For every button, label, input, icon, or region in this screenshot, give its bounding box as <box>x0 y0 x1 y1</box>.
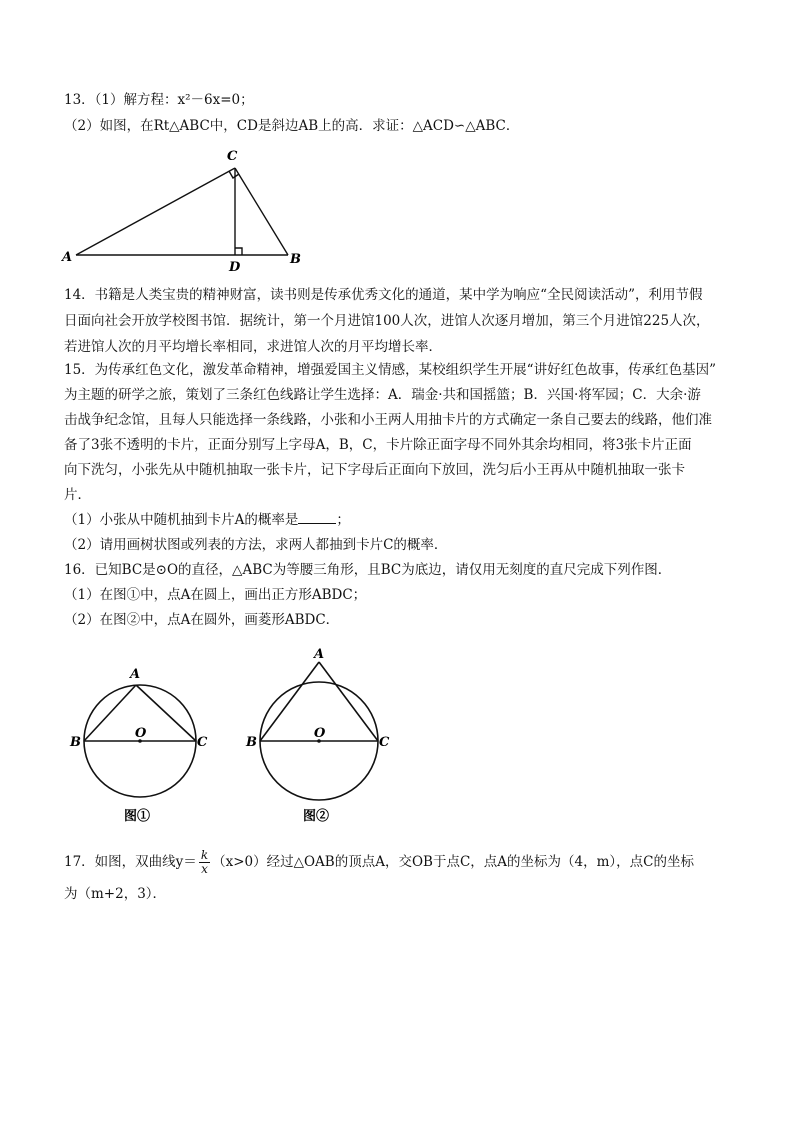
side-ac <box>76 168 235 255</box>
q15-sub1-end: ； <box>336 512 350 528</box>
q13-line2: （2）如图，在Rt△ABC中，CD是斜边AB上的高．求证：△ACD∽△ABC． <box>64 118 520 134</box>
q13-line1: 13．（1）解方程：x²－6x=0； <box>64 92 254 108</box>
q15-line1: 15．为传承红色文化，激发革命精神，增强爱国主义情感，某校组织学生开展“讲好红色故事，传承红色基因” <box>64 362 716 378</box>
fraction-denominator: x <box>201 862 208 876</box>
q16-sub1: （1）在图①中，点A在圆上，画出正方形ABDC； <box>64 587 367 603</box>
right-triangle-figure <box>60 142 310 272</box>
side-ac-fig2 <box>319 662 378 741</box>
answer-blank[interactable] <box>298 511 336 524</box>
fig2-label-a: A <box>314 647 325 662</box>
fig2-label-b: B <box>246 735 257 750</box>
q15-line2: 为主题的研学之旅，策划了三条红色线路让学生选择：A．瑞金·共和国摇篮；B．兴国·将军园；C．大余·游 <box>64 387 701 403</box>
label-d: D <box>229 260 241 272</box>
side-ab-fig2 <box>260 662 319 741</box>
fraction-k-over-x <box>199 849 210 876</box>
fig2-label-o: O <box>314 726 326 741</box>
label-c: C <box>227 149 238 164</box>
fig2-caption: 图② <box>303 809 330 824</box>
figure-1 <box>69 667 208 824</box>
q16-sub2: （2）在图②中，点A在圆外，画菱形ABDC． <box>64 612 340 628</box>
q17-line1 <box>64 848 744 876</box>
q15-line3: 击战争纪念馆，且每人只能选择一条线路，小张和小王两人用抽卡片的方式确定一条自己要去的线路，他们准 <box>64 412 712 428</box>
right-angle-mark-d <box>235 248 242 255</box>
q14-line3: 若进馆人次的月平均增长率相同，求进馆人次的月平均增长率． <box>64 339 442 355</box>
figure-2 <box>245 647 390 824</box>
q17-part2: （x>0）经过△OAB的顶点A，交OB于点C，点A的坐标为（4，m），点C的坐标 <box>212 854 695 870</box>
q16-line1: 16．已知BC是⊙O的直径，△ABC为等腰三角形，且BC为底边，请仅用无刻度的直尺完成下列作图． <box>64 562 672 578</box>
fig1-label-o: O <box>135 726 147 741</box>
q15-line5: 向下洗匀，小张先从中随机抽取一张卡片，记下字母后正面向下放回，洗匀后小王再从中随机抽取一张卡 <box>64 462 685 478</box>
circle-figures <box>60 640 400 830</box>
q17-line2: 为（m+2，3）． <box>64 886 167 902</box>
fig1-label-a: A <box>130 667 141 682</box>
q15-sub1-text: （1）小张从中随机抽到卡片A的概率是 <box>64 512 299 528</box>
q14-line1: 14．书籍是人类宝贵的精神财富，读书则是传承优秀文化的通道，某中学为响应“全民阅读活动”，利用节假 <box>64 287 703 303</box>
label-a: A <box>62 250 73 265</box>
fig2-label-c: C <box>379 735 390 750</box>
side-cb <box>235 168 288 255</box>
fraction-numerator: k <box>200 848 209 862</box>
q15-line6: 片． <box>64 487 91 503</box>
fig1-label-b: B <box>70 735 81 750</box>
q15-line4: 备了3张不透明的卡片，正面分别写上字母A，B，C，卡片除正面字母不同外其余均相同，将3张卡片正面 <box>64 437 692 453</box>
q17-part1: 17．如图，双曲线y＝ <box>64 854 197 870</box>
q14-line2: 日面向社会开放学校图书馆．据统计，第一个月进馆100人次，进馆人次逐月增加，第三个月进馆225人次， <box>64 313 710 329</box>
label-b: B <box>290 252 301 267</box>
fig1-label-c: C <box>197 735 208 750</box>
q15-sub1 <box>64 510 744 530</box>
fig1-caption: 图① <box>124 809 151 824</box>
q15-sub2: （2）请用画树状图或列表的方法，求两人都抽到卡片C的概率． <box>64 537 448 553</box>
